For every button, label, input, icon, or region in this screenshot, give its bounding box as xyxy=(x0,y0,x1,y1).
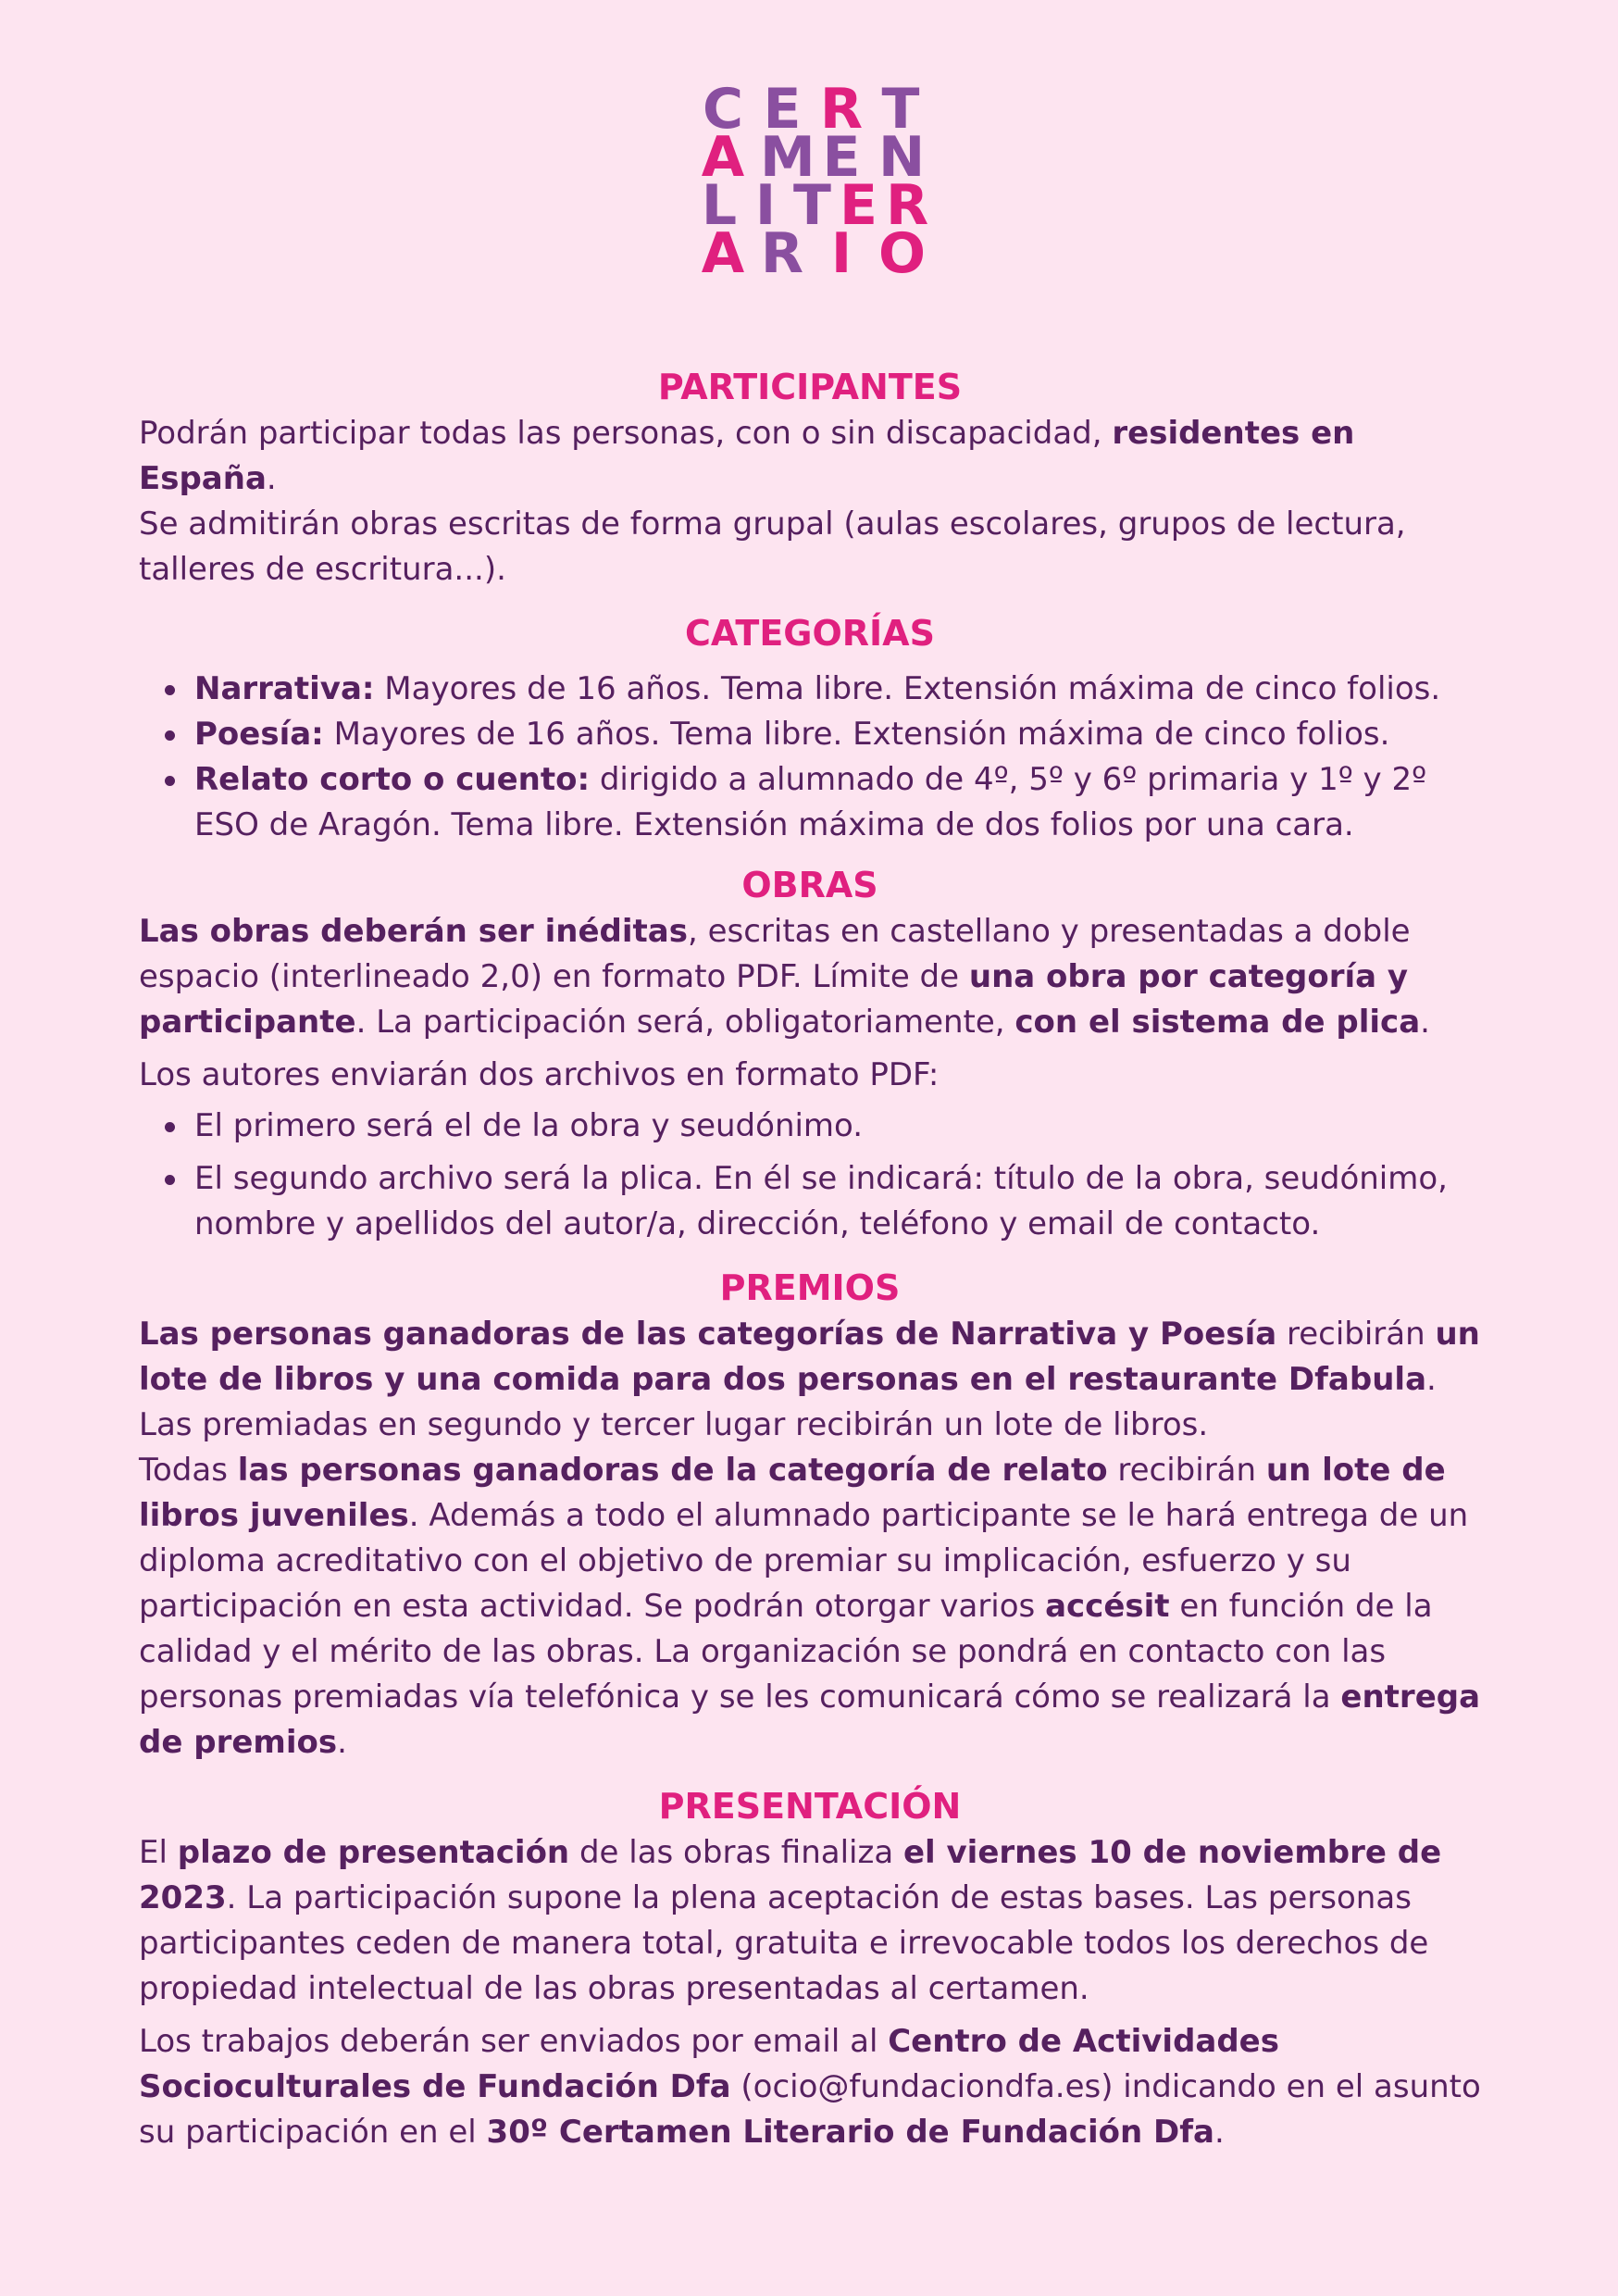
logo-letter: E xyxy=(840,173,877,238)
logo-letter: R xyxy=(760,221,804,286)
presentacion-paragraph-2: Los trabajos deberán ser enviados por email al Centro de Actividades Socioculturales de Fundación Dfa (ocio@fundaciondfa.es) indicando en el asunto su participación en el 30º Certamen Literario de Fundación Dfa. xyxy=(139,2023,1481,2151)
list-item: Poesía: Mayores de 16 años. Tema libre. Extensión máxima de cinco folios. xyxy=(139,712,1481,757)
section-title-premios: PREMIOS xyxy=(719,1267,901,1308)
presentacion-paragraph-1: El plazo de presentación de las obras finaliza el viernes 10 de noviembre de 2023. La participación supone la plena aceptación de estas bases. Las personas participantes ceden de manera total, gratuita e irrevocable todos los derechos de propiedad intelectual de las obras presentadas al certamen. xyxy=(139,1834,1442,2007)
section-title-presentacion: PRESENTACIÓN xyxy=(658,1786,962,1827)
participantes-paragraph-2: Se admitirán obras escritas de forma grupal (aulas escolares, grupos de lectura, talleres de escritura...). xyxy=(139,505,1406,588)
logo-letter: E xyxy=(763,77,802,142)
obras-intro: Los autores enviarán dos archivos en formato PDF: xyxy=(139,1056,940,1093)
section-title-categorias: CATEGORÍAS xyxy=(685,613,935,654)
logo-letter: N xyxy=(878,125,926,190)
logo-letter: L xyxy=(701,173,738,238)
logo-letter: T xyxy=(793,173,831,238)
obras-paragraph: Las obras deberán ser inéditas, escritas en castellano y presentadas a doble espacio (interlineado 2,0) en formato PDF. Límite de una obra por categoría y participante. La participación será, obligatoriamente, con el sistema de plica. xyxy=(139,913,1430,1041)
logo-letter: T xyxy=(881,77,920,142)
list-item: Relato corto o cuento: dirigido a alumnado de 4º, 5º y 6º primaria y 1º y 2º ESO de Aragón. Tema libre. Extensión máxima de dos folios por una cara. xyxy=(139,757,1481,848)
logo-letter: R xyxy=(886,173,929,238)
document-body xyxy=(139,363,1481,2155)
logo-letter: A xyxy=(701,125,745,190)
logo-letter: I xyxy=(830,221,853,286)
premios-paragraph-2: Todas las personas ganadoras de la categoría de relato recibirán un lote de libros juveniles. Además a todo el alumnado participante se le hará entrega de un diploma acreditativo con el objetivo de premiar su implicación, esfuerzo y su participación en esta actividad. Se podrán otorgar varios accésit en función de la calidad y el mérito de las obras. La organización se pondrá en contacto con las personas premiadas vía telefónica y se les comunicará cómo se realizará la entrega de premios. xyxy=(139,1452,1481,1761)
list-item: Narrativa: Mayores de 16 años. Tema libre. Extensión máxima de cinco folios. xyxy=(139,667,1481,712)
categorias-list xyxy=(139,667,1481,848)
logo-letter: R xyxy=(819,77,864,142)
participantes-paragraph-1: Podrán participar todas las personas, con o sin discapacidad, residentes en España. xyxy=(139,415,1355,497)
obras-list xyxy=(139,1104,1481,1247)
section-title-obras: OBRAS xyxy=(741,865,878,905)
section-title-participantes: PARTICIPANTES xyxy=(657,367,963,407)
logo-letter: M xyxy=(760,125,815,190)
certamen-literario-logo xyxy=(701,77,929,286)
logo-letter: I xyxy=(754,173,777,238)
premios-paragraph-1: Las personas ganadoras de las categorías de Narrativa y Poesía recibirán un lote de libros y una comida para dos personas en el restaurante Dfabula. Las premiadas en segundo y tercer lugar recibirán un lote de libros. xyxy=(139,1316,1480,1443)
logo-letter: C xyxy=(702,77,744,142)
list-item: El segundo archivo será la plica. En él se indicará: título de la obra, seudónimo, nombre y apellidos del autor/a, dirección, teléfono y email de contacto. xyxy=(139,1156,1481,1247)
logo-letter: E xyxy=(822,125,861,190)
logo-letter: A xyxy=(701,221,745,286)
logo-letter: O xyxy=(878,221,927,286)
list-item: El primero será el de la obra y seudónimo. xyxy=(139,1104,1481,1149)
